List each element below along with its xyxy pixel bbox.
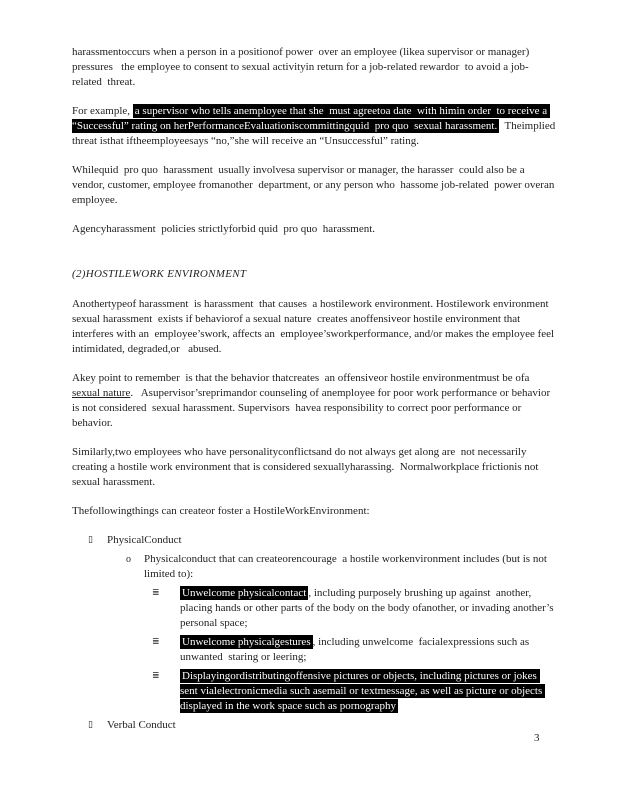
list-item <box>88 718 556 733</box>
text-run: harassmentoccurs when a person in a positionof power over an employee (likea supervisor or manager) pressures the employee to consent to sexual activityin return for a job-related rewardor to avoid a job-related threat. <box>72 46 533 88</box>
text-run: Thefollowingthings can createor foster a HostileWorkEnvironment: <box>72 505 370 517</box>
list-item-text <box>144 552 556 582</box>
square-bullet-icon: ▯ <box>88 720 93 730</box>
paragraph <box>72 163 556 208</box>
list-item-text <box>107 533 556 548</box>
text-run: . Asupervisor’sreprimandor counseling of anemployee for poor work performance or behavior is not considered sexual harassment. Supervisors havea responsibility to correct poor performance or behavior. <box>72 387 553 429</box>
list-item-text <box>180 635 556 665</box>
list-item <box>88 533 556 548</box>
list-item-text <box>180 586 556 631</box>
text-run: Theimplied threat isthat iftheemployeesays “no,”she will receive an “Unsuccessful” rating. <box>72 120 558 147</box>
list-item <box>152 669 556 714</box>
paragraph <box>72 504 556 519</box>
text-run: (2)HOSTILEWORK ENVIRONMENT <box>72 268 247 280</box>
highlighted-text: Unwelcome physicalcontact <box>182 587 307 599</box>
paragraph <box>72 297 556 357</box>
lines-bullet-icon: ≣ <box>152 671 160 681</box>
text-run: PhysicalConduct <box>107 534 182 546</box>
bullet-list <box>72 533 556 733</box>
text-run: , including unwelcome facialexpressions such as unwanted staring or leering; <box>180 636 532 663</box>
text-run: Agencyharassment policies strictlyforbid quid pro quo harassment. <box>72 223 376 235</box>
document-body <box>72 45 556 733</box>
paragraph <box>72 445 556 490</box>
list-item <box>152 635 556 665</box>
lines-bullet-icon: ≣ <box>152 637 160 647</box>
paragraph <box>72 104 556 149</box>
paragraph <box>72 45 556 90</box>
lines-bullet-icon: ≣ <box>152 588 160 598</box>
text-run: , including purposely brushing up against another, placing hands or other parts of the body on the body ofanother, or invading another’s personal space; <box>180 587 557 629</box>
list-item-text <box>180 669 556 714</box>
section-heading <box>72 267 556 282</box>
square-bullet-icon: ▯ <box>88 535 93 545</box>
underlined-text: sexual nature <box>72 387 131 399</box>
list-item <box>126 552 556 582</box>
list-item <box>152 586 556 631</box>
circle-bullet-icon: o <box>126 554 131 565</box>
text-run: Physicalconduct that can createorencourage a hostile workenvironment includes (but is not limited to): <box>144 553 550 580</box>
text-run: Whilequid pro quo harassment usually involvesa supervisor or manager, the harasser could also be a vendor, customer, employee fromanother department, or any person who hassome job-related power overan employee. <box>72 164 558 206</box>
text-run: Verbal Conduct <box>107 719 176 731</box>
highlighted-text: Displayingordistributingoffensive pictures or objects, including pictures or jokes sent vialelectronicmedia such asemail or textmessage, as well as picture or objects displayed in the work space such as pornography <box>180 670 546 712</box>
paragraph <box>72 222 556 237</box>
text-run: Akey point to remember is that the behavior thatcreates an offensiveor hostile environmentmust be ofa <box>72 372 533 384</box>
text-run: For example, <box>72 105 133 117</box>
text-run: Similarly,two employees who have personalityconflictsand do not always get along are not necessarily creating a hostile work environment that is considered sexuallyharassing. Normalworkplace frictionis not sexual harassment. <box>72 446 542 488</box>
paragraph <box>72 371 556 431</box>
list-item-text <box>107 718 556 733</box>
text-run: Anothertypeof harassment is harassment that causes a hostilework environment. Hostilework environment sexual harassment exists if behaviorof a sexual nature creates anoffensiveor hostile environment that interferes with an employee’swork, affects an employee’sworkperformance, and/or makes the employee feel intimidated, degraded,or abused. <box>72 298 557 355</box>
highlighted-text: a supervisor who tells anemployee that she must agreetoa date with himin order to receive a “Successful” rating on herPerformanceEvaluationiscommittingquid pro quo sexual harassment. <box>72 105 550 132</box>
highlighted-text: Unwelcome physicalgestures <box>182 636 311 648</box>
page-number: 3 <box>534 732 540 744</box>
